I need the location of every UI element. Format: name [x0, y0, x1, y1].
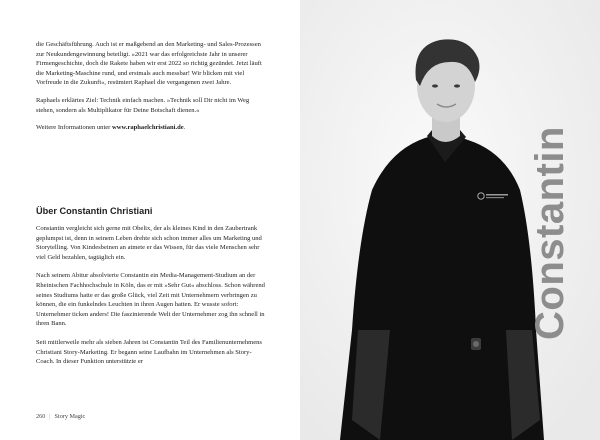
- page-number: 260: [36, 413, 46, 420]
- paragraph: Raphaels erklärtes Ziel: Technik einfach machen. »Technik soll Dir nicht im Weg stehen, sondern als Multiplikator für Deine Botschaft dienen.«: [36, 96, 250, 114]
- page-footer: [36, 413, 85, 420]
- paragraph: Seit mittlerweile mehr als sieben Jahren ist Constantin Teil des Familienunternehmens Christiani Story-Marketing. Er begann seine Laufbahn im Unternehmen als Story-Coach. In dieser Funktion unterstützte er: [36, 338, 262, 366]
- bio-text-column: [36, 224, 268, 376]
- info-prefix: Weitere Informationen unter: [36, 124, 113, 132]
- intro-text-column: [36, 40, 268, 141]
- vertical-name-title: Constantin: [528, 126, 572, 340]
- website-link[interactable]: www.raphaelchristiani.de: [112, 124, 184, 132]
- paragraph: Nach seinem Abitur absolvierte Constantin ein Media-Management-Studium an der Rheinischen Fachhochschule in Köln, das er mit »Sehr Gut« abschloss. Schon während seines Studiums hatte er das große Glück, viel Zeit mit Unternehmern verbringen zu können, die ein funkelndes Leuchten in ihren Augen hatten. Er wusste sofort: Unternehmer ticken anders! Die faszinierende Welt der Unternehmer zog ihn schnell in ihren Bann.: [36, 272, 265, 328]
- paragraph: Constantin vergleicht sich gerne mit Obelix, der als kleines Kind in den Zaubertrank geplumpst ist, denn in seinem Leben drehte sich schon immer alles um Marketing und Storytelling. Von Kindesbeinen an atmete er das Wissen, für das viele Menschen sehr viel Geld bezahlen, tagtäglich ein.: [36, 225, 262, 261]
- footer-separator: |: [49, 413, 51, 420]
- info-suffix: .: [183, 124, 186, 132]
- section-heading: Über Constantin Christiani: [36, 206, 153, 216]
- book-title: Story Magic: [54, 413, 86, 420]
- info-line: [36, 123, 268, 133]
- paragraph: die Geschäftsführung. Auch ist er maßgebend an den Marketing- und Sales-Prozessen zur Neukundengewinnung beteiligt. »2021 war das erfolgreichste Jahr in unserer Firmengeschichte, doch die Rakete haben wir erst 2022 so richtig gezündet. Jetzt läuft die Marketing-Maschine rund, und erstmals auch messbar! Wir blicken mit viel Vorfreude in die Zukunft«, resümiert Raphael die vergangenen zwei Jahre.: [36, 41, 262, 87]
